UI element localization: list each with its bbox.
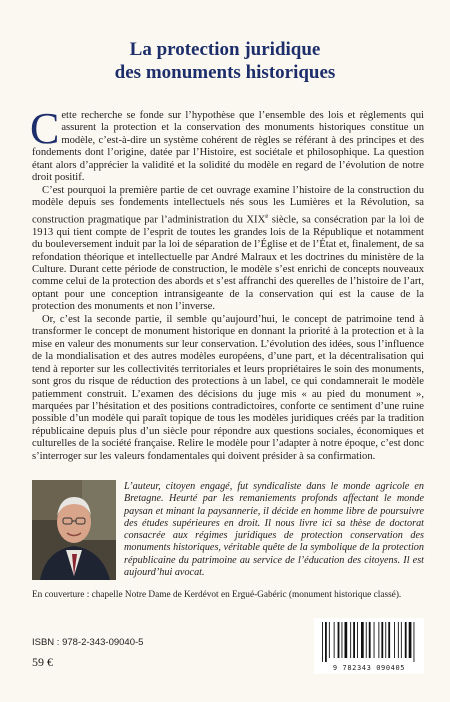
paragraph-2-text-a: C’est pourquoi la première partie de cet ouvrage examine l’histoire de la construction du modèle depuis ses fondements intellectuels nés sous les Lumières et la Révolution, sa construction pragmatique par l’administration du XIX: [32, 184, 424, 226]
paragraph-1: [30, 104, 424, 185]
author-bio: L’auteur, citoyen engagé, fut syndicaliste dans le monde agricole en Bretagne. Heurté par les remaniements profonds affectant le monde paysan et minant la paysannerie, il décide en homme libre de poursuivre des études supérieures en droit. Il nous livre ici sa thèse de doctorat consacrée aux régimes juridiques de protection conservation des monuments historiques, véritable quête de la symbolique de la protection républicaine du patrimoine au service de l’éducation des citoyens. Il est aujourd’hui avocat.: [124, 481, 424, 579]
book-title: [0, 38, 450, 84]
isbn: ISBN : 978-2-343-09040-5: [32, 637, 144, 648]
price: 59 €: [32, 655, 53, 669]
title-line-1: La protection juridique: [129, 39, 321, 60]
cover-credit: En couverture : chapelle Notre Dame de Kerdévot en Ergué-Gabéric (monument historique classé).: [32, 590, 402, 600]
barcode: [314, 618, 424, 674]
barcode-bars: [314, 618, 424, 664]
author-portrait-image: [32, 480, 116, 580]
barcode-digits: 9 782343 090405: [332, 664, 406, 672]
paragraph-3: Or, c’est la seconde partie, il semble qu’aujourd’hui, le concept de patrimoine tend à transformer le concept de monument historique en donnant la priorité à la protection et à la mise en valeur des monuments sur leur conservation. L’évolution des idées, sous l’influence de la mondialisation et des autres modèles européens, d’une part, et la décentralisation qui tend à reporter sur les collectivités territoriales et leurs propriétaires le soin des monuments, sont gros du risque de réduction des protections à un label, ce qui condamnerait le modèle patiemment construit. L’examen des décisions du juge mis « au pied du monument », marquées par l’hésitation et des positions contradictoires, conforte ce sentiment d’une ruine possible d’un modèle qui paraît topique de tous les modèles juridiques créés par la tradition républicaine depuis plus d’un siècle pour répondre aux questions sociales, économiques et culturelles de la société française. Relire le modèle pour l’adapter à notre époque, c’est donc s’interroger sur les valeurs fondamentales qui doivent présider à sa confirmation.: [32, 313, 424, 462]
paragraph-1-text: ette recherche se fonde sur l’hypothèse que l’ensemble des lois et règlements qui assurent la protection et la conservation des monuments historiques constitue un modèle, c’est-à-dire un système cohérent de règles se référant à des principes et des fondements dont l’origine, datée par l’Histoire, est sociétale et philosophique. La question étant alors d’apprécier la validité et la solidité du modèle en regard de l’évolution de notre droit positif.: [32, 110, 424, 184]
author-photo: [32, 480, 116, 580]
back-cover-text: [30, 104, 424, 463]
title-line-2: des monuments historiques: [114, 62, 336, 83]
paragraph-2-text-b: siècle, sa consécration par la loi de 1913 qui tient compte de l’esprit de toutes les grandes lois de la République et notamment du bouleversement induit par la loi de séparation de l’Église et de l’État et, finalement, de sa refondation théorique et intellectuelle par André Malraux et les doctrines du ministère de la Culture. Durant cette période de construction, le modèle s’est enrichi de concepts nouveaux comme celui de la protection des abords et s’est affranchi des querelles de l’histoire de l’art, optant pour une conception intransigeante de la conservation qui est la cause de la protection des monuments et non l’inverse.: [32, 214, 424, 313]
paragraph-2: [32, 185, 424, 314]
century-superscript: e: [265, 211, 269, 220]
drop-cap: C: [30, 104, 60, 153]
